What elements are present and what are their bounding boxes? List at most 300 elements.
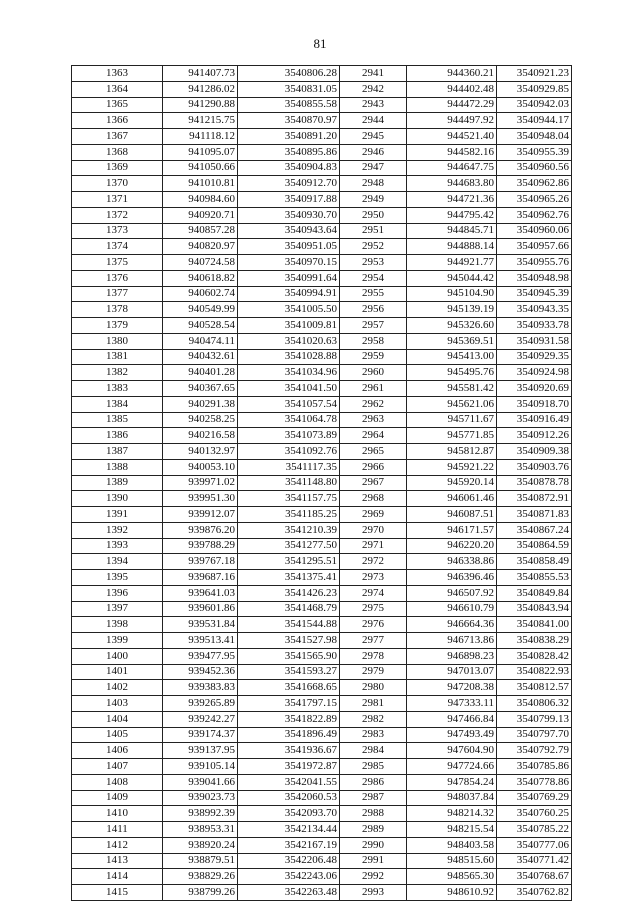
table-row — [72, 664, 572, 680]
point-number-cell: 2960 — [340, 365, 407, 381]
table-row — [72, 144, 572, 160]
x-coordinate-cell: 947604.90 — [407, 743, 497, 759]
table-row — [72, 822, 572, 838]
y-coordinate-cell: 3540917.88 — [238, 192, 340, 208]
y-coordinate-cell: 3541157.75 — [238, 491, 340, 507]
y-coordinate-cell: 3541148.80 — [238, 475, 340, 491]
y-coordinate-cell: 3541896.49 — [238, 727, 340, 743]
point-number-cell: 1407 — [72, 759, 163, 775]
point-number-cell: 1363 — [72, 66, 163, 82]
point-number-cell: 2956 — [340, 302, 407, 318]
x-coordinate-cell: 940820.97 — [163, 239, 238, 255]
table-row — [72, 837, 572, 853]
y-coordinate-cell: 3540878.78 — [497, 475, 572, 491]
point-number-cell: 1378 — [72, 302, 163, 318]
x-coordinate-cell: 947208.38 — [407, 680, 497, 696]
point-number-cell: 2984 — [340, 743, 407, 759]
y-coordinate-cell: 3540855.58 — [238, 97, 340, 113]
y-coordinate-cell: 3540955.76 — [497, 255, 572, 271]
y-coordinate-cell: 3540909.38 — [497, 444, 572, 460]
point-number-cell: 2963 — [340, 412, 407, 428]
x-coordinate-cell: 945581.42 — [407, 381, 497, 397]
x-coordinate-cell: 947013.07 — [407, 664, 497, 680]
coordinates-table-body — [72, 66, 572, 901]
x-coordinate-cell: 939951.30 — [163, 491, 238, 507]
x-coordinate-cell: 947724.66 — [407, 759, 497, 775]
point-number-cell: 1374 — [72, 239, 163, 255]
point-number-cell: 2951 — [340, 223, 407, 239]
table-row — [72, 885, 572, 901]
point-number-cell: 1384 — [72, 396, 163, 412]
point-number-cell: 1399 — [72, 633, 163, 649]
x-coordinate-cell: 940216.58 — [163, 428, 238, 444]
point-number-cell: 1403 — [72, 696, 163, 712]
y-coordinate-cell: 3540785.22 — [497, 822, 572, 838]
point-number-cell: 2961 — [340, 381, 407, 397]
x-coordinate-cell: 944472.29 — [407, 97, 497, 113]
y-coordinate-cell: 3540962.76 — [497, 207, 572, 223]
x-coordinate-cell: 939265.89 — [163, 696, 238, 712]
point-number-cell: 1380 — [72, 333, 163, 349]
x-coordinate-cell: 940528.54 — [163, 318, 238, 334]
point-number-cell: 1414 — [72, 869, 163, 885]
y-coordinate-cell: 3540831.05 — [238, 81, 340, 97]
table-row — [72, 774, 572, 790]
point-number-cell: 1373 — [72, 223, 163, 239]
y-coordinate-cell: 3540948.98 — [497, 270, 572, 286]
table-row — [72, 633, 572, 649]
point-number-cell: 2982 — [340, 711, 407, 727]
x-coordinate-cell: 939105.14 — [163, 759, 238, 775]
y-coordinate-cell: 3541041.50 — [238, 381, 340, 397]
point-number-cell: 1372 — [72, 207, 163, 223]
y-coordinate-cell: 3540965.26 — [497, 192, 572, 208]
point-number-cell: 2946 — [340, 144, 407, 160]
y-coordinate-cell: 3541668.65 — [238, 680, 340, 696]
table-row — [72, 239, 572, 255]
y-coordinate-cell: 3542134.44 — [238, 822, 340, 838]
y-coordinate-cell: 3541057.54 — [238, 396, 340, 412]
point-number-cell: 2971 — [340, 538, 407, 554]
x-coordinate-cell: 941050.66 — [163, 160, 238, 176]
table-row — [72, 113, 572, 129]
point-number-cell: 2966 — [340, 459, 407, 475]
point-number-cell: 2947 — [340, 160, 407, 176]
x-coordinate-cell: 945495.76 — [407, 365, 497, 381]
x-coordinate-cell: 939383.83 — [163, 680, 238, 696]
x-coordinate-cell: 948214.32 — [407, 806, 497, 822]
y-coordinate-cell: 3540855.53 — [497, 570, 572, 586]
y-coordinate-cell: 3540797.70 — [497, 727, 572, 743]
y-coordinate-cell: 3540822.93 — [497, 664, 572, 680]
table-row — [72, 507, 572, 523]
x-coordinate-cell: 948565.30 — [407, 869, 497, 885]
y-coordinate-cell: 3540930.70 — [238, 207, 340, 223]
point-number-cell: 1387 — [72, 444, 163, 460]
y-coordinate-cell: 3541073.89 — [238, 428, 340, 444]
x-coordinate-cell: 938920.24 — [163, 837, 238, 853]
page-number: 81 — [313, 36, 327, 51]
point-number-cell: 1398 — [72, 617, 163, 633]
point-number-cell: 2952 — [340, 239, 407, 255]
y-coordinate-cell: 3540904.83 — [238, 160, 340, 176]
table-row — [72, 97, 572, 113]
y-coordinate-cell: 3542093.70 — [238, 806, 340, 822]
x-coordinate-cell: 940618.82 — [163, 270, 238, 286]
point-number-cell: 1401 — [72, 664, 163, 680]
y-coordinate-cell: 3540858.49 — [497, 554, 572, 570]
x-coordinate-cell: 945326.60 — [407, 318, 497, 334]
x-coordinate-cell: 944683.80 — [407, 176, 497, 192]
x-coordinate-cell: 947854.24 — [407, 774, 497, 790]
table-row — [72, 743, 572, 759]
x-coordinate-cell: 945044.42 — [407, 270, 497, 286]
y-coordinate-cell: 3540955.39 — [497, 144, 572, 160]
table-row — [72, 759, 572, 775]
point-number-cell: 1383 — [72, 381, 163, 397]
point-number-cell: 1385 — [72, 412, 163, 428]
point-number-cell: 1379 — [72, 318, 163, 334]
y-coordinate-cell: 3540929.35 — [497, 349, 572, 365]
y-coordinate-cell: 3541064.78 — [238, 412, 340, 428]
x-coordinate-cell: 944795.42 — [407, 207, 497, 223]
point-number-cell: 2981 — [340, 696, 407, 712]
x-coordinate-cell: 940857.28 — [163, 223, 238, 239]
y-coordinate-cell: 3540828.42 — [497, 648, 572, 664]
x-coordinate-cell: 938799.26 — [163, 885, 238, 901]
point-number-cell: 2955 — [340, 286, 407, 302]
x-coordinate-cell: 939242.27 — [163, 711, 238, 727]
x-coordinate-cell: 939641.03 — [163, 585, 238, 601]
table-row — [72, 381, 572, 397]
table-row — [72, 554, 572, 570]
y-coordinate-cell: 3540864.59 — [497, 538, 572, 554]
point-number-cell: 2962 — [340, 396, 407, 412]
y-coordinate-cell: 3540931.58 — [497, 333, 572, 349]
y-coordinate-cell: 3540806.32 — [497, 696, 572, 712]
y-coordinate-cell: 3540920.69 — [497, 381, 572, 397]
y-coordinate-cell: 3540895.86 — [238, 144, 340, 160]
y-coordinate-cell: 3541797.15 — [238, 696, 340, 712]
y-coordinate-cell: 3540872.91 — [497, 491, 572, 507]
table-row — [72, 869, 572, 885]
point-number-cell: 2953 — [340, 255, 407, 271]
x-coordinate-cell: 940549.99 — [163, 302, 238, 318]
point-number-cell: 2973 — [340, 570, 407, 586]
point-number-cell: 1413 — [72, 853, 163, 869]
x-coordinate-cell: 939912.07 — [163, 507, 238, 523]
y-coordinate-cell: 3541117.35 — [238, 459, 340, 475]
x-coordinate-cell: 946610.79 — [407, 601, 497, 617]
x-coordinate-cell: 945369.51 — [407, 333, 497, 349]
x-coordinate-cell: 945104.90 — [407, 286, 497, 302]
point-number-cell: 2983 — [340, 727, 407, 743]
x-coordinate-cell: 945920.14 — [407, 475, 497, 491]
table-row — [72, 396, 572, 412]
x-coordinate-cell: 947493.49 — [407, 727, 497, 743]
y-coordinate-cell: 3540891.20 — [238, 129, 340, 145]
x-coordinate-cell: 939531.84 — [163, 617, 238, 633]
y-coordinate-cell: 3541822.89 — [238, 711, 340, 727]
x-coordinate-cell: 939174.37 — [163, 727, 238, 743]
point-number-cell: 1386 — [72, 428, 163, 444]
x-coordinate-cell: 944647.75 — [407, 160, 497, 176]
x-coordinate-cell: 944360.21 — [407, 66, 497, 82]
x-coordinate-cell: 945711.67 — [407, 412, 497, 428]
point-number-cell: 1369 — [72, 160, 163, 176]
x-coordinate-cell: 944721.36 — [407, 192, 497, 208]
point-number-cell: 2942 — [340, 81, 407, 97]
table-row — [72, 727, 572, 743]
point-number-cell: 1397 — [72, 601, 163, 617]
point-number-cell: 1409 — [72, 790, 163, 806]
x-coordinate-cell: 940984.60 — [163, 192, 238, 208]
x-coordinate-cell: 944921.77 — [407, 255, 497, 271]
x-coordinate-cell: 941286.02 — [163, 81, 238, 97]
x-coordinate-cell: 946171.57 — [407, 522, 497, 538]
x-coordinate-cell: 939876.20 — [163, 522, 238, 538]
x-coordinate-cell: 939477.95 — [163, 648, 238, 664]
x-coordinate-cell: 941215.75 — [163, 113, 238, 129]
y-coordinate-cell: 3540843.94 — [497, 601, 572, 617]
y-coordinate-cell: 3541593.27 — [238, 664, 340, 680]
table-row — [72, 475, 572, 491]
y-coordinate-cell: 3541009.81 — [238, 318, 340, 334]
x-coordinate-cell: 940291.38 — [163, 396, 238, 412]
y-coordinate-cell: 3541936.67 — [238, 743, 340, 759]
y-coordinate-cell: 3541972.87 — [238, 759, 340, 775]
point-number-cell: 2974 — [340, 585, 407, 601]
y-coordinate-cell: 3540921.23 — [497, 66, 572, 82]
point-number-cell: 2970 — [340, 522, 407, 538]
point-number-cell: 1405 — [72, 727, 163, 743]
y-coordinate-cell: 3542243.06 — [238, 869, 340, 885]
point-number-cell: 1394 — [72, 554, 163, 570]
point-number-cell: 1411 — [72, 822, 163, 838]
y-coordinate-cell: 3540867.24 — [497, 522, 572, 538]
x-coordinate-cell: 940920.71 — [163, 207, 238, 223]
x-coordinate-cell: 938829.26 — [163, 869, 238, 885]
x-coordinate-cell: 941118.12 — [163, 129, 238, 145]
table-row — [72, 522, 572, 538]
table-row — [72, 853, 572, 869]
table-row — [72, 302, 572, 318]
point-number-cell: 2968 — [340, 491, 407, 507]
point-number-cell: 2977 — [340, 633, 407, 649]
point-number-cell: 1389 — [72, 475, 163, 491]
y-coordinate-cell: 3540903.76 — [497, 459, 572, 475]
y-coordinate-cell: 3540994.91 — [238, 286, 340, 302]
y-coordinate-cell: 3540799.13 — [497, 711, 572, 727]
x-coordinate-cell: 945771.85 — [407, 428, 497, 444]
point-number-cell: 2969 — [340, 507, 407, 523]
x-coordinate-cell: 941095.07 — [163, 144, 238, 160]
point-number-cell: 1370 — [72, 176, 163, 192]
x-coordinate-cell: 945621.06 — [407, 396, 497, 412]
y-coordinate-cell: 3540945.39 — [497, 286, 572, 302]
point-number-cell: 1393 — [72, 538, 163, 554]
point-number-cell: 2972 — [340, 554, 407, 570]
coordinates-table — [71, 65, 572, 901]
point-number-cell: 1392 — [72, 522, 163, 538]
point-number-cell: 2959 — [340, 349, 407, 365]
y-coordinate-cell: 3541092.76 — [238, 444, 340, 460]
point-number-cell: 2976 — [340, 617, 407, 633]
x-coordinate-cell: 946713.86 — [407, 633, 497, 649]
x-coordinate-cell: 944845.71 — [407, 223, 497, 239]
point-number-cell: 2991 — [340, 853, 407, 869]
y-coordinate-cell: 3540960.56 — [497, 160, 572, 176]
point-number-cell: 2989 — [340, 822, 407, 838]
y-coordinate-cell: 3540768.67 — [497, 869, 572, 885]
point-number-cell: 2988 — [340, 806, 407, 822]
x-coordinate-cell: 939687.16 — [163, 570, 238, 586]
point-number-cell: 2980 — [340, 680, 407, 696]
y-coordinate-cell: 3540933.78 — [497, 318, 572, 334]
y-coordinate-cell: 3540777.06 — [497, 837, 572, 853]
point-number-cell: 2975 — [340, 601, 407, 617]
table-row — [72, 790, 572, 806]
y-coordinate-cell: 3541277.50 — [238, 538, 340, 554]
point-number-cell: 1391 — [72, 507, 163, 523]
x-coordinate-cell: 947333.11 — [407, 696, 497, 712]
point-number-cell: 2993 — [340, 885, 407, 901]
point-number-cell: 1376 — [72, 270, 163, 286]
y-coordinate-cell: 3540960.06 — [497, 223, 572, 239]
point-number-cell: 2943 — [340, 97, 407, 113]
table-row — [72, 444, 572, 460]
point-number-cell: 1395 — [72, 570, 163, 586]
y-coordinate-cell: 3540970.15 — [238, 255, 340, 271]
y-coordinate-cell: 3541544.88 — [238, 617, 340, 633]
x-coordinate-cell: 946338.86 — [407, 554, 497, 570]
x-coordinate-cell: 940724.58 — [163, 255, 238, 271]
y-coordinate-cell: 3540838.29 — [497, 633, 572, 649]
x-coordinate-cell: 945413.00 — [407, 349, 497, 365]
y-coordinate-cell: 3541210.39 — [238, 522, 340, 538]
y-coordinate-cell: 3541426.23 — [238, 585, 340, 601]
x-coordinate-cell: 944521.40 — [407, 129, 497, 145]
y-coordinate-cell: 3541020.63 — [238, 333, 340, 349]
table-row — [72, 81, 572, 97]
table-row — [72, 223, 572, 239]
table-row — [72, 412, 572, 428]
y-coordinate-cell: 3542060.53 — [238, 790, 340, 806]
y-coordinate-cell: 3540812.57 — [497, 680, 572, 696]
table-row — [72, 207, 572, 223]
point-number-cell: 1366 — [72, 113, 163, 129]
x-coordinate-cell: 946664.36 — [407, 617, 497, 633]
point-number-cell: 2979 — [340, 664, 407, 680]
x-coordinate-cell: 941290.88 — [163, 97, 238, 113]
table-row — [72, 129, 572, 145]
x-coordinate-cell: 940367.65 — [163, 381, 238, 397]
point-number-cell: 2954 — [340, 270, 407, 286]
point-number-cell: 1388 — [72, 459, 163, 475]
table-row — [72, 696, 572, 712]
table-row — [72, 176, 572, 192]
point-number-cell: 1402 — [72, 680, 163, 696]
x-coordinate-cell: 938879.51 — [163, 853, 238, 869]
x-coordinate-cell: 940401.28 — [163, 365, 238, 381]
y-coordinate-cell: 3540769.29 — [497, 790, 572, 806]
x-coordinate-cell: 944582.16 — [407, 144, 497, 160]
table-row — [72, 585, 572, 601]
x-coordinate-cell: 939513.41 — [163, 633, 238, 649]
y-coordinate-cell: 3540916.49 — [497, 412, 572, 428]
point-number-cell: 2978 — [340, 648, 407, 664]
point-number-cell: 1415 — [72, 885, 163, 901]
point-number-cell: 2985 — [340, 759, 407, 775]
y-coordinate-cell: 3540951.05 — [238, 239, 340, 255]
x-coordinate-cell: 946507.92 — [407, 585, 497, 601]
y-coordinate-cell: 3541468.79 — [238, 601, 340, 617]
table-row — [72, 333, 572, 349]
x-coordinate-cell: 946898.23 — [407, 648, 497, 664]
point-number-cell: 1375 — [72, 255, 163, 271]
y-coordinate-cell: 3540924.98 — [497, 365, 572, 381]
point-number-cell: 2992 — [340, 869, 407, 885]
table-row — [72, 349, 572, 365]
point-number-cell: 2986 — [340, 774, 407, 790]
x-coordinate-cell: 945139.19 — [407, 302, 497, 318]
y-coordinate-cell: 3540944.17 — [497, 113, 572, 129]
x-coordinate-cell: 948610.92 — [407, 885, 497, 901]
y-coordinate-cell: 3541527.98 — [238, 633, 340, 649]
x-coordinate-cell: 941010.81 — [163, 176, 238, 192]
y-coordinate-cell: 3542206.48 — [238, 853, 340, 869]
x-coordinate-cell: 948515.60 — [407, 853, 497, 869]
point-number-cell: 2987 — [340, 790, 407, 806]
x-coordinate-cell: 940053.10 — [163, 459, 238, 475]
x-coordinate-cell: 939137.95 — [163, 743, 238, 759]
point-number-cell: 1406 — [72, 743, 163, 759]
table-row — [72, 806, 572, 822]
x-coordinate-cell: 938992.39 — [163, 806, 238, 822]
point-number-cell: 1382 — [72, 365, 163, 381]
table-row — [72, 617, 572, 633]
x-coordinate-cell: 944888.14 — [407, 239, 497, 255]
y-coordinate-cell: 3540991.64 — [238, 270, 340, 286]
table-row — [72, 365, 572, 381]
x-coordinate-cell: 939971.02 — [163, 475, 238, 491]
table-row — [72, 192, 572, 208]
table-row — [72, 66, 572, 82]
table-row — [72, 318, 572, 334]
point-number-cell: 2945 — [340, 129, 407, 145]
point-number-cell: 1364 — [72, 81, 163, 97]
table-row — [72, 538, 572, 554]
table-row — [72, 428, 572, 444]
point-number-cell: 2957 — [340, 318, 407, 334]
x-coordinate-cell: 948403.58 — [407, 837, 497, 853]
x-coordinate-cell: 939601.86 — [163, 601, 238, 617]
y-coordinate-cell: 3541005.50 — [238, 302, 340, 318]
y-coordinate-cell: 3541375.41 — [238, 570, 340, 586]
x-coordinate-cell: 939767.18 — [163, 554, 238, 570]
y-coordinate-cell: 3540792.79 — [497, 743, 572, 759]
point-number-cell: 2949 — [340, 192, 407, 208]
y-coordinate-cell: 3540778.86 — [497, 774, 572, 790]
point-number-cell: 1404 — [72, 711, 163, 727]
y-coordinate-cell: 3540912.70 — [238, 176, 340, 192]
x-coordinate-cell: 940432.61 — [163, 349, 238, 365]
y-coordinate-cell: 3540957.66 — [497, 239, 572, 255]
x-coordinate-cell: 938953.31 — [163, 822, 238, 838]
x-coordinate-cell: 940474.11 — [163, 333, 238, 349]
point-number-cell: 2964 — [340, 428, 407, 444]
point-number-cell: 1400 — [72, 648, 163, 664]
